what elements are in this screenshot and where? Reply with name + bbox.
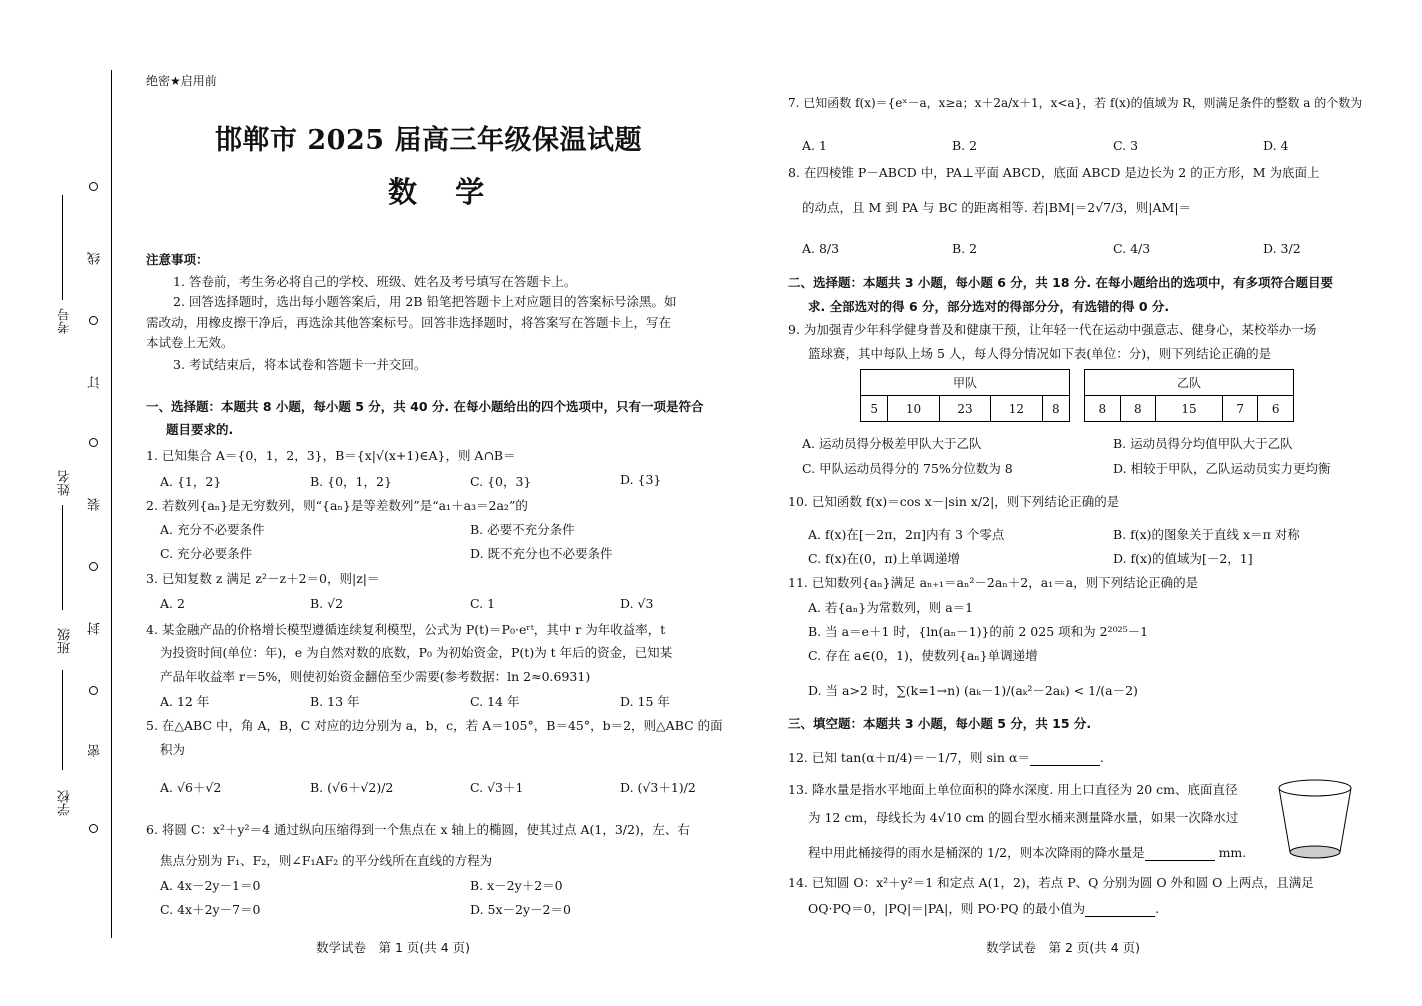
binding-line xyxy=(111,70,112,938)
q8-option-b[interactable]: B. 2 xyxy=(952,241,978,256)
q9-option-b[interactable]: B. 运动员得分均值甲队大于乙队 xyxy=(1113,436,1293,451)
binding-hole xyxy=(89,562,98,571)
team-b-score: 7 xyxy=(1222,396,1258,422)
q2-option-c[interactable]: C. 充分必要条件 xyxy=(160,546,253,561)
q9-stem: 9. 为加强青少年科学健身普及和健康干预，让年轻一代在运动中强意志、健身心，某校举办一场 xyxy=(788,322,1317,337)
q3-option-d[interactable]: D. √3 xyxy=(620,596,654,611)
q10-option-d[interactable]: D. f(x)的值域为[－2，1] xyxy=(1113,551,1253,566)
bucket-base xyxy=(1290,846,1340,858)
binding-hole xyxy=(89,438,98,447)
exam-subject: 数 学 xyxy=(388,175,499,209)
name-line[interactable] xyxy=(62,505,63,610)
binding-hole xyxy=(89,824,98,833)
q5-option-b[interactable]: B. (√6＋√2)/2 xyxy=(310,780,394,795)
cut-word-secret: 密 xyxy=(88,744,103,757)
team-a-score: 23 xyxy=(939,396,990,422)
q12-stem: 12. 已知 tan(α＋π/4)＝－1/7，则 sin α＝ . xyxy=(788,750,1104,765)
q13-unit: mm. xyxy=(1218,845,1247,860)
q4-option-a[interactable]: A. 12 年 xyxy=(160,694,210,709)
class-line[interactable] xyxy=(62,670,63,770)
q3-option-b[interactable]: B. √2 xyxy=(310,596,344,611)
q7-stem: 7. 已知函数 f(x)＝{eˣ－a，x≥a；x＋2a/x＋1，x<a}，若 f(x)的值域为 R，则满足条件的整数 a 的个数为 xyxy=(788,96,1363,110)
binding-hole xyxy=(89,316,98,325)
q5-option-d[interactable]: D. (√3＋1)/2 xyxy=(620,780,696,795)
section1-heading-cont: 题目要求的. xyxy=(166,422,234,437)
q1-stem: 1. 已知集合 A＝{0，1，2，3}，B＝{x|√(x+1)∈A}，则 A∩B＝ xyxy=(146,448,516,463)
cut-word-seal: 封 xyxy=(88,622,103,635)
team-b-table xyxy=(1084,369,1294,422)
q6-stem-cont: 焦点分别为 F₁、F₂，则∠F₁AF₂ 的平分线所在直线的方程为 xyxy=(160,853,493,868)
q2-option-b[interactable]: B. 必要不充分条件 xyxy=(470,522,575,537)
q13-answer-blank[interactable] xyxy=(1145,848,1215,861)
q10-stem: 10. 已知函数 f(x)＝cos x－|sin x/2|，则下列结论正确的是 xyxy=(788,494,1120,509)
q3-option-c[interactable]: C. 1 xyxy=(470,596,496,611)
q9-option-c[interactable]: C. 甲队运动员得分的 75%分位数为 8 xyxy=(802,461,1013,476)
q1-option-b[interactable]: B. {0，1，2} xyxy=(310,474,392,489)
q8-stem-cont: 的动点，且 M 到 PA 与 BC 的距离相等. 若|BM|＝2√7/3，则|AM|＝ xyxy=(802,200,1192,215)
q10-option-b[interactable]: B. f(x)的图象关于直线 x＝π 对称 xyxy=(1113,527,1300,542)
team-b-score: 15 xyxy=(1156,396,1223,422)
q6-option-a[interactable]: A. 4x－2y－1＝0 xyxy=(160,878,261,893)
q3-option-a[interactable]: A. 2 xyxy=(160,596,185,611)
cut-word-staple: 订 xyxy=(88,376,103,389)
q5-option-a[interactable]: A. √6＋√2 xyxy=(160,780,222,795)
q8-stem: 8. 在四棱锥 P－ABCD 中，PA⊥平面 ABCD，底面 ABCD 是边长为 2 的正方形，M 为底面上 xyxy=(788,165,1320,180)
q4-option-b[interactable]: B. 13 年 xyxy=(310,694,360,709)
q12-answer-blank[interactable] xyxy=(1030,753,1100,766)
q7-option-c[interactable]: C. 3 xyxy=(1113,138,1139,153)
note-item: 2. 回答选择题时，选出每小题答案后，用 2B 铅笔把答题卡上对应题目的答案标号涂黑。如 xyxy=(173,294,677,309)
q2-stem: 2. 若数列{aₙ}是无穷数列，则“{aₙ}是等差数列”是“a₁＋a₃＝2a₂”的 xyxy=(146,498,528,513)
exam-title: 邯郸市 2025 届高三年级保温试题 xyxy=(215,125,642,156)
q9-option-d[interactable]: D. 相较于甲队，乙队运动员实力更均衡 xyxy=(1113,461,1331,476)
q1-option-a[interactable]: A. {1，2} xyxy=(160,474,222,489)
bucket-side xyxy=(1279,788,1290,852)
q6-stem: 6. 将圆 C：x²＋y²＝4 通过纵向压缩得到一个焦点在 x 轴上的椭圆，使其过点 A(1，3/2)，左、右 xyxy=(146,822,690,837)
note-item: 需改动，用橡皮擦干净后，再选涂其他答案标号。回答非选择题时，将答案写在答题卡上，写在 xyxy=(146,315,672,330)
q14-stem: 14. 已知圆 O：x²＋y²＝1 和定点 A(1，2)，若点 P、Q 分别为圆 O 外和圆 O 上两点，且满足 xyxy=(788,875,1314,890)
field-class-label: 班级 xyxy=(58,628,73,654)
team-b-name: 乙队 xyxy=(1085,370,1294,396)
q13-stem-cont xyxy=(808,843,1246,861)
team-a-score: 10 xyxy=(888,396,939,422)
team-b-score: 8 xyxy=(1120,396,1156,422)
q13-stem-cont: 为 12 cm，母线长为 4√10 cm 的圆台型水桶来测量降水量，如果一次降水过 xyxy=(808,810,1239,825)
q9-option-a[interactable]: A. 运动员得分极差甲队大于乙队 xyxy=(802,436,982,451)
q8-option-c[interactable]: C. 4/3 xyxy=(1113,241,1151,256)
bucket-side xyxy=(1340,788,1351,852)
footer-page-2: 数学试卷 第 2 页(共 4 页) xyxy=(986,940,1141,955)
q8-option-d[interactable]: D. 3/2 xyxy=(1263,241,1301,256)
q5-option-c[interactable]: C. √3＋1 xyxy=(470,780,524,795)
binding-hole xyxy=(89,182,98,191)
q14-text: OQ·PQ＝0，|PQ|＝|PA|，则 PO·PQ 的最小值为 xyxy=(808,901,1086,916)
cut-word-bind: 装 xyxy=(88,498,103,511)
team-b-score: 8 xyxy=(1085,396,1121,422)
secret-label: 绝密★启用前 xyxy=(146,74,217,88)
q13-text: 程中用此桶接得的雨水是桶深的 1/2，则本次降雨的降水量是 xyxy=(808,845,1145,860)
q11-option-c[interactable]: C. 存在 a∈(0，1)，使数列{aₙ}单调递增 xyxy=(808,648,1038,663)
q1-option-c[interactable]: C. {0，3} xyxy=(470,474,532,489)
team-a-score: 8 xyxy=(1042,396,1069,422)
q14-stem-cont: OQ·PQ＝0，|PQ|＝|PA|，则 PO·PQ 的最小值为 . xyxy=(808,901,1160,916)
q4-stem-cont: 为投资时间(单位：年)，e 为自然对数的底数，P₀ 为初始资金，P(t)为 t 年后的资金，已知某 xyxy=(160,645,673,660)
notes-heading: 注意事项： xyxy=(146,252,209,267)
note-item: 1. 答卷前，考生务必将自己的学校、班级、姓名及考号填写在答题卡上。 xyxy=(173,274,577,289)
team-a-name: 甲队 xyxy=(861,370,1070,396)
q6-option-b[interactable]: B. x－2y＋2＝0 xyxy=(470,878,563,893)
field-exam-number-label: 考号 xyxy=(58,308,73,334)
q11-option-b[interactable]: B. 当 a＝e＋1 时，{ln(aₙ－1)}的前 2 025 项和为 2²⁰²⁵－1 xyxy=(808,624,1149,639)
binding-hole xyxy=(89,686,98,695)
q7-option-b[interactable]: B. 2 xyxy=(952,138,978,153)
section2-heading-cont: 求. 全部选对的得 6 分，部分选对的得部分分，有选错的得 0 分. xyxy=(808,299,1170,314)
q6-option-c[interactable]: C. 4x＋2y－7＝0 xyxy=(160,902,261,917)
team-a-score: 12 xyxy=(991,396,1042,422)
q11-option-d[interactable]: D. 当 a>2 时，∑(k=1→n) (aₖ－1)/(aₖ²－2aₖ) < 1/(a－2) xyxy=(808,683,1138,698)
q4-option-d[interactable]: D. 15 年 xyxy=(620,694,670,709)
section2-heading: 二、选择题：本题共 3 小题，每小题 6 分，共 18 分. 在每小题给出的选项中，有多项符合题目要 xyxy=(788,275,1334,290)
field-name-label: 姓名 xyxy=(58,470,73,496)
footer-page-1: 数学试卷 第 1 页(共 4 页) xyxy=(316,940,471,955)
q11-stem: 11. 已知数列{aₙ}满足 aₙ₊₁＝aₙ²－2aₙ＋2，a₁＝a，则下列结论正确的是 xyxy=(788,575,1199,590)
team-a-table xyxy=(860,369,1070,422)
q10-option-a[interactable]: A. f(x)在[－2π，2π]内有 3 个零点 xyxy=(808,527,1005,542)
q9-stem-cont: 篮球赛，其中每队上场 5 人，每人得分情况如下表(单位：分)，则下列结论正确的是 xyxy=(808,346,1272,361)
q2-option-a[interactable]: A. 充分不必要条件 xyxy=(160,522,265,537)
bucket-figure xyxy=(1275,778,1355,866)
q4-option-c[interactable]: C. 14 年 xyxy=(470,694,520,709)
q1-option-d[interactable]: D. {3} xyxy=(620,472,662,487)
binding-margin xyxy=(0,0,118,1006)
q14-answer-blank[interactable] xyxy=(1085,904,1155,917)
q12-text: 12. 已知 tan(α＋π/4)＝－1/7，则 sin α＝ xyxy=(788,750,1030,765)
q11-option-a[interactable]: A. 若{aₙ}为常数列，则 a＝1 xyxy=(808,600,974,615)
exam-number-line[interactable] xyxy=(62,195,63,300)
team-b-score: 6 xyxy=(1258,396,1294,422)
field-school-label: 学校 xyxy=(58,790,73,816)
note-item: 本试卷上无效。 xyxy=(146,335,234,350)
bucket-rim xyxy=(1279,780,1351,796)
note-item: 3. 考试结束后，将本试卷和答题卡一并交回。 xyxy=(173,357,427,372)
q13-stem: 13. 降水量是指水平地面上单位面积的降水深度. 用上口直径为 20 cm、底面直径 xyxy=(788,782,1238,797)
q6-option-d[interactable]: D. 5x－2y－2＝0 xyxy=(470,902,571,917)
q5-stem: 5. 在△ABC 中，角 A，B，C 对应的边分别为 a，b，c，若 A＝105°，B＝45°，b＝2，则△ABC 的面 xyxy=(146,718,723,733)
q3-stem: 3. 已知复数 z 满足 z²－z＋2＝0，则|z|＝ xyxy=(146,571,380,586)
q4-stem-cont: 产品年收益率 r＝5%，则使初始资金翻倍至少需要(参考数据：ln 2≈0.6931) xyxy=(160,669,591,684)
q10-option-c[interactable]: C. f(x)在(0，π)上单调递增 xyxy=(808,551,960,566)
cut-word-line: 线 xyxy=(88,252,103,265)
q5-stem-cont: 积为 xyxy=(160,742,186,757)
q7-option-a[interactable]: A. 1 xyxy=(802,138,827,153)
q2-option-d[interactable]: D. 既不充分也不必要条件 xyxy=(470,546,613,561)
q8-option-a[interactable]: A. 8/3 xyxy=(802,241,840,256)
q7-option-d[interactable]: D. 4 xyxy=(1263,138,1289,153)
team-a-score: 5 xyxy=(861,396,888,422)
q4-stem: 4. 某金融产品的价格增长模型遵循连续复利模型，公式为 P(t)＝P₀·eʳᵗ，其中 r 为年收益率，t xyxy=(146,622,666,637)
section1-heading: 一、选择题：本题共 8 小题，每小题 5 分，共 40 分. 在每小题给出的四个选项中，只有一项是符合 xyxy=(146,399,704,414)
section3-heading: 三、填空题：本题共 3 小题，每小题 5 分，共 15 分. xyxy=(788,716,1092,731)
